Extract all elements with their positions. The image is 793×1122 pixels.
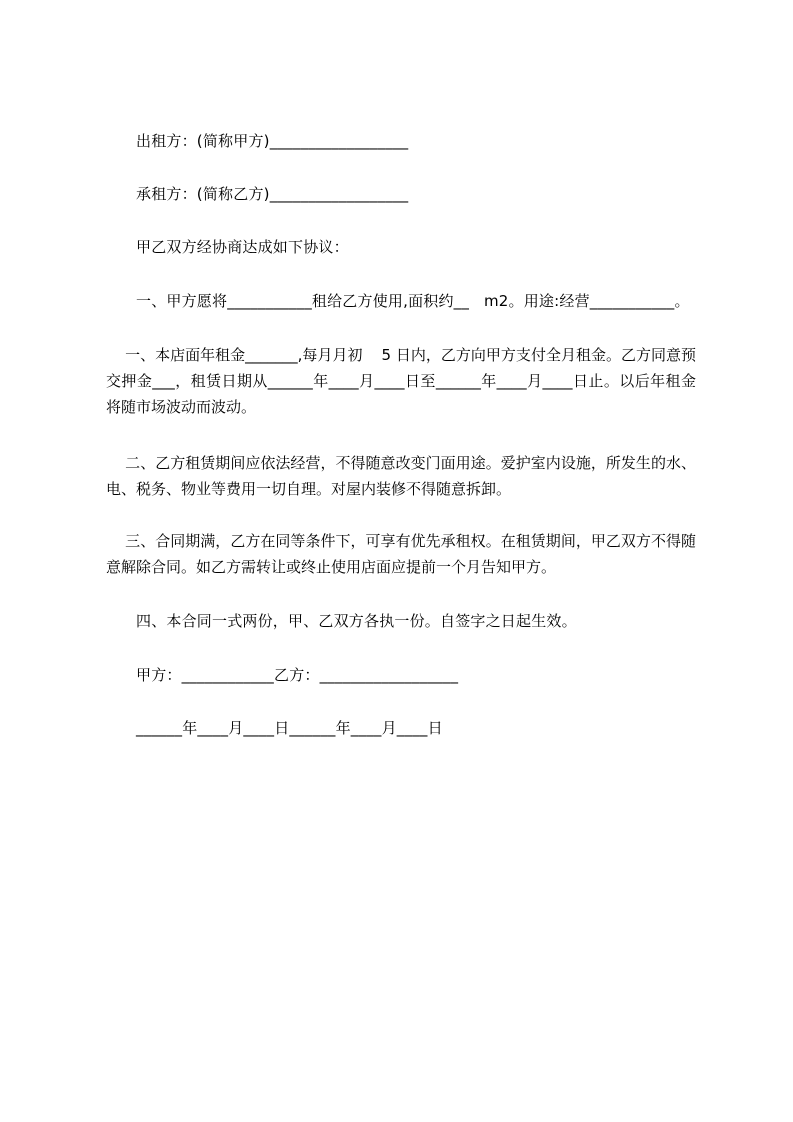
clause-renewal: 三、合同期满，乙方在同等条件下，可享有优先承租权。在租赁期间，甲乙双方不得随意解除合同。如乙方需转让或终止使用店面应提前一个月告知甲方。 — [106, 532, 696, 576]
clause-rent: 一、本店面年租金_______,每月月初 5 日内，乙方向甲方支付全月租金。乙方同意预交押金___，租赁日期从______年____月____日至______年____月____日止。以后年租金将随市场波动而波动。 — [106, 346, 697, 416]
signature-line: 甲方：____________乙方：__________________ — [136, 666, 459, 684]
lessor-line: 出租方：(简称甲方)__________________ — [136, 132, 409, 150]
clause-operation: 二、乙方租赁期间应依法经营，不得随意改变门面用途。爱护室内设施，所发生的水、电、税务、物业等费用一切自理。对屋内装修不得随意拆卸。 — [106, 454, 696, 498]
clause-copies: 四、本合同一式两份，甲、乙双方各执一份。自签字之日起生效。 — [136, 612, 577, 630]
lessee-line: 承租方：(简称乙方)__________________ — [136, 185, 409, 203]
date-line: ______年____月____日______年____月____日 — [136, 719, 443, 737]
agreement-intro: 甲乙双方经协商达成如下协议： — [136, 238, 349, 256]
clause-premises: 一、甲方愿将___________租给乙方使用,面积约__ m2。用途:经营___________。 — [136, 292, 690, 310]
